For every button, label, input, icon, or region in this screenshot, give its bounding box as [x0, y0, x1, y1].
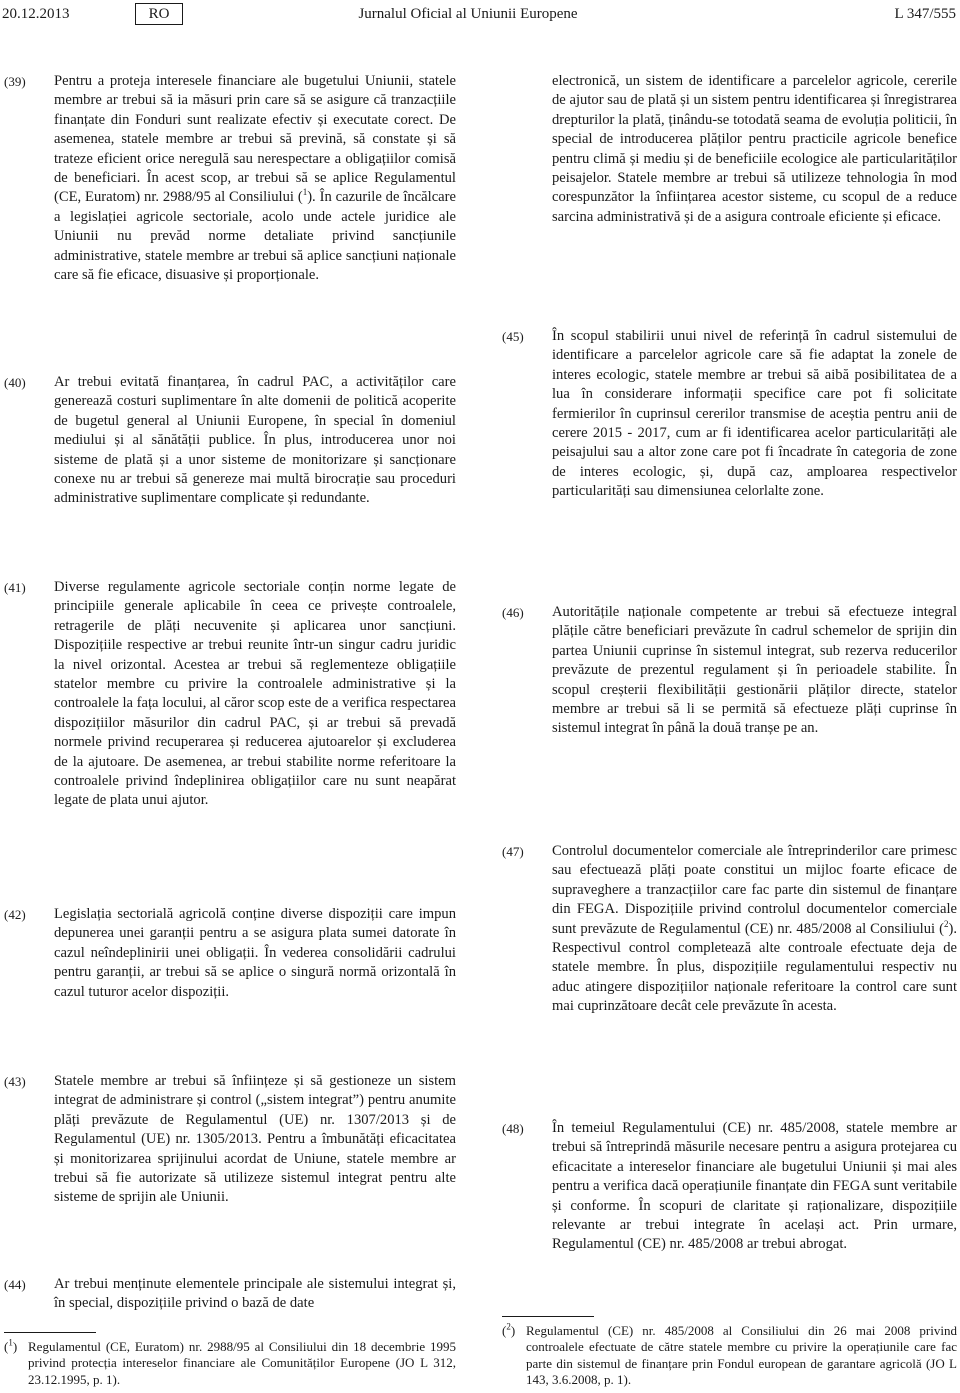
footnote-mark: ($^2$) — [502, 1321, 516, 1338]
recital-number: (47) — [502, 844, 524, 859]
footnote-separator — [4, 1332, 96, 1333]
recital-number: (46) — [502, 605, 524, 620]
page-reference: L 347/555 — [894, 6, 956, 22]
header-date: 20.12.2013 — [2, 6, 70, 22]
language-box: RO — [135, 3, 183, 25]
recital-number: (39) — [4, 74, 26, 89]
recital-number: (48) — [502, 1121, 524, 1136]
recital-number: (44) — [4, 1277, 26, 1292]
recital-text: În temeiul Regulamentului (CE) nr. 485/2008, statele membre ar trebui să întreprindă măsurile necesare pentru a asigura protejarea cu eficacitate a intereselor financiare ale bugetului Uniunii și mai ales pentru a verifica dacă operațiunile finanțate din FEGA sunt veritabile și conforme. În scopuri de claritate și raționalizare, dispozițiile relevante ar trebui integrate în același act. Prin urmare, Regulamentul (CE) nr. 485/2008 ar trebui abrogat. — [552, 1120, 957, 1253]
recital-text: Legislația sectorială agricolă conține diverse dispoziții care impun depunerea unei garanții pentru a se asigura plata sumei datorate în cazul neîndeplinirii unei obligații. În vederea consolidării cadrului pentru garanții, ar trebui să se aplice o singură normă orizontală în cazul tuturor acelor dispoziții. — [54, 906, 456, 1000]
recital-text: Autoritățile naționale competente ar trebui să efectueze integral plățile către beneficiari prevăzute în cadrul schemelor de sprijin din partea Uniunii cuprinse în sistemul integrat, sub rezerva reducerilor prevăzute de prezentul regulament și în perioadele stabilite. În scopul creșterii flexibilității gestionării plăților directe, statelor membre ar trebui să li se permită să efectueze plăți cuprinse în sistemul integrat în până la două tranșe pe an. — [552, 604, 957, 737]
recital-text: Statele membre ar trebui să înființeze și să gestioneze un sistem integrat de administrare și control („sistem integrat”) pentru anumite plăți prevăzute de Regulamentul (UE) nr. 1307/2013 și de Regulamentul (UE) nr. 1305/2013. Pentru a îmbunătăți eficacitatea și monitorizarea sprijinului acordat de Uniune, statele membre ar trebui să fie autorizate să utilizeze sistemul integrat pentru alte sisteme de sprijin ale Uniunii. — [54, 1073, 456, 1206]
recital-number: (40) — [4, 375, 26, 390]
recital-text: Pentru a proteja interesele financiare ale bugetului Uniunii, statele membre ar trebui să ia măsuri prin care să se asigure că tranzacțiile finanțate din Fonduri sunt realizate efectiv și executate corect. De asemenea, statele membre ar trebui să prevină, să constate și să trateze eficient orice neregulă sau nerespectare a obligațiilor comisă de beneficiari. În acest scop, ar trebui să se aplice Regulamentul (CE, Euratom) nr. 2988/95 al Consiliului ($^1$). În cazurile de încălcare a legislației agricole sectoriale, acolo unde actele juridice ale Uniunii nu prevăd norme detaliate privind sancțiunile administrative, statele membre ar trebui să aplice sancțiuni naționale care să fie eficace, disuasive și proporționale. — [54, 73, 456, 284]
footnote-separator — [502, 1316, 594, 1317]
footnote-ref[interactable]: 1 — [302, 187, 308, 198]
footnote-text: Regulamentul (CE) nr. 485/2008 al Consiliului din 26 mai 2008 privind controalele efectuate de către statele membre cu privire la operațiunile care fac parte din sistemul de finanțare prin Fondul european de garantare agricolă (JO L 143, 3.6.2008, p. 1). — [526, 1323, 957, 1388]
footnote-ref[interactable]: 2 — [943, 918, 949, 929]
recital-text: Controlul documentelor comerciale ale întreprinderilor care primesc sau efectuează plăți poate constitui un mijloc foarte eficace de supraveghere a tranzacțiilor care fac parte din sistemul de finanțare din FEGA. Dispozițiile privind controlul documentelor comerciale sunt prevăzute de Regulamentul (CE) nr. 485/2008 al Consiliului ($^2$). Respectivul control completează alte controale efectuate deja de statele membre. În plus, dispozițiile regulamentului respectiv nu aduc atingere dispozițiilor naționale referitoare la control care sunt mai cuprinzătoare decât cele prevăzute în acesta. — [552, 843, 957, 1015]
recital-number: (42) — [4, 907, 26, 922]
recital-44-continuation: electronică, un sistem de identificare a parcelelor agricole, cererile de ajutor sau de plată și un sistem pentru identificarea și înregistrarea drepturilor la plată, ținându-se totodată seama de evoluția politicii, în special de introducerea plăților pentru practicile agricole benefice pentru climă și mediu și de beneficiile ecologice ale particularităților peisajelor. Statele membre ar trebui să utilizeze tehnologia în mod corespunzător la înființarea acestor sisteme, cu scopul de a reduce sarcina administrativă și de a asigura controale eficiente și eficace. — [552, 73, 957, 225]
recital-text: Ar trebui evitată finanțarea, în cadrul PAC, a activităților care generează costuri suplimentare în alte domenii de politică acoperite de bugetul general al Uniunii Europene, în special în domeniul mediului și al sănătății publice. În plus, introducerea unor noi sisteme de plată și a unor sisteme de monitorizare și sancționare conexe nu ar trebui să genereze mai multă birocrație sau proceduri administrative suplimentare complicate și redundante. — [54, 374, 456, 507]
recital-text: Diverse regulamente agricole sectoriale conțin norme legate de principiile generale aplicabile în ceea ce privește controalele, retragerile de plăți necuvenite și aplicarea unor sancțiuni. Dispozițiile respective ar trebui reunite într-un singur cadru juridic la nivel orizontal. Acestea ar trebui să reglementeze obligațiile statelor membre cu privire la controalele administrative și la controalele la fața locului, al căror scop este de a verifica respectarea dispozițiilor măsurilor din cadrul PAC, și ar trebui să prevadă normele privind recuperarea și reducerea ajutoarelor și excluderea de la ajutoare. De asemenea, ar trebui stabilite norme referitoare la controalele privind îndeplinirea obligațiilor care nu sunt neapărat legate de plata unui ajutor. — [54, 579, 456, 809]
recital-text: În scopul stabilirii unui nivel de referință în cadrul sistemului de identificare a parcelelor agricole care să fie adaptat la zonele de interes ecologic, statele membre ar trebui să aibă posibilitatea de a lua în considerare informații specifice care pot fi solicitate fermierilor în cuprinsul cererilor transmise de aceștia pentru anii de cerere 2015 - 2017, cum ar fi identificarea acelor particularități ale peisajului sau a altor zone care pot fi încadrate în categoria de zone de interes ecologic, și, după caz, amploarea respectivelor particularități sau dimensiunea celorlalte zone. — [552, 328, 957, 500]
footnote-text: Regulamentul (CE, Euratom) nr. 2988/95 al Consiliului din 18 decembrie 1995 privind protecția intereselor financiare ale Comunităților Europene (JO L 312, 23.12.1995, p. 1). — [28, 1339, 456, 1387]
footnote-mark: ($^1$) — [4, 1337, 18, 1354]
recital-text: Ar trebui menținute elementele principale ale sistemului integrat și, în special, dispozițiile privind o bază de date — [54, 1276, 456, 1312]
journal-title: Jurnalul Oficial al Uniunii Europene — [358, 6, 578, 22]
recital-number: (41) — [4, 580, 26, 595]
recital-number: (43) — [4, 1074, 26, 1089]
recital-number: (45) — [502, 329, 524, 344]
